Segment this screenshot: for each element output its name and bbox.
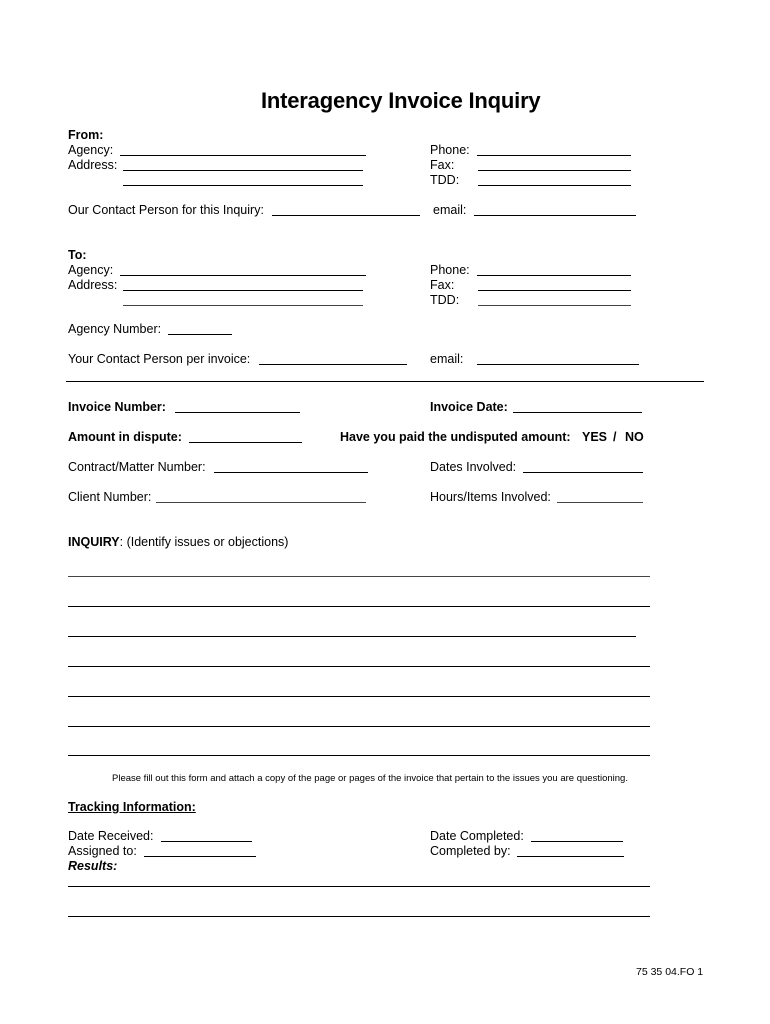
invoice-date-field[interactable] — [513, 412, 642, 413]
date-received-field[interactable] — [161, 841, 252, 842]
from-contact-label: Our Contact Person for this Inquiry: — [68, 203, 264, 217]
to-email-label: email: — [430, 352, 464, 366]
invoice-number-field[interactable] — [175, 412, 300, 413]
from-phone-label: Phone: — [430, 143, 470, 157]
inquiry-line-7[interactable] — [68, 755, 650, 756]
from-address-label: Address: — [68, 158, 118, 172]
to-contact-field[interactable] — [259, 364, 407, 365]
inquiry-line-1[interactable] — [68, 576, 650, 577]
to-phone-label: Phone: — [430, 263, 470, 277]
to-address-field-2[interactable] — [123, 305, 363, 306]
inquiry-line-4[interactable] — [68, 666, 650, 667]
inquiry-line-2[interactable] — [68, 606, 650, 607]
to-tdd-label: TDD: — [430, 293, 460, 307]
amount-dispute-label: Amount in dispute: — [68, 430, 182, 444]
form-number: 75 35 04.FO 1 — [636, 966, 704, 978]
from-address-field-2[interactable] — [123, 185, 363, 186]
to-agency-field[interactable] — [120, 275, 366, 276]
client-number-field[interactable] — [156, 502, 366, 503]
inquiry-line-6[interactable] — [68, 726, 650, 727]
from-contact-field[interactable] — [272, 215, 420, 216]
from-address-field-1[interactable] — [123, 170, 363, 171]
dates-involved-field[interactable] — [523, 472, 643, 473]
from-tdd-field[interactable] — [478, 185, 631, 186]
inquiry-label-strong: INQUIRY — [68, 535, 120, 549]
completed-by-label: Completed by: — [430, 844, 511, 858]
invoice-date-label: Invoice Date: — [430, 400, 508, 414]
client-number-label: Client Number: — [68, 490, 152, 504]
amount-dispute-field[interactable] — [189, 442, 302, 443]
results-line-2[interactable] — [68, 916, 650, 917]
invoice-number-label: Invoice Number: — [68, 400, 166, 414]
results-line-1[interactable] — [68, 886, 650, 887]
results-label: Results: — [68, 859, 118, 873]
assigned-to-label: Assigned to: — [68, 844, 137, 858]
inquiry-line-3[interactable] — [68, 636, 636, 637]
paid-no-option[interactable]: NO — [625, 430, 644, 444]
contract-number-label: Contract/Matter Number: — [68, 460, 206, 474]
tracking-heading: Tracking Information: — [68, 800, 196, 814]
section-divider — [66, 381, 704, 382]
hours-involved-field[interactable] — [557, 502, 643, 503]
hours-involved-label: Hours/Items Involved: — [430, 490, 551, 504]
inquiry-hint: : (Identify issues or objections) — [119, 535, 289, 549]
instruction-text: Please fill out this form and attach a copy of the page or pages of the invoice that pertain to the issues you are questioning. — [112, 773, 628, 784]
to-address-label: Address: — [68, 278, 118, 292]
to-fax-label: Fax: — [430, 278, 455, 292]
from-agency-field[interactable] — [120, 155, 366, 156]
from-fax-field[interactable] — [478, 170, 631, 171]
agency-number-label: Agency Number: — [68, 322, 162, 336]
date-completed-field[interactable] — [531, 841, 623, 842]
dates-involved-label: Dates Involved: — [430, 460, 517, 474]
to-tdd-field[interactable] — [478, 305, 631, 306]
agency-number-field[interactable] — [168, 334, 232, 335]
from-phone-field[interactable] — [477, 155, 631, 156]
to-phone-field[interactable] — [477, 275, 631, 276]
to-contact-label: Your Contact Person per invoice: — [68, 352, 251, 366]
from-fax-label: Fax: — [430, 158, 455, 172]
from-email-field[interactable] — [474, 215, 636, 216]
date-received-label: Date Received: — [68, 829, 154, 843]
date-completed-label: Date Completed: — [430, 829, 524, 843]
to-agency-label: Agency: — [68, 263, 114, 277]
inquiry-line-5[interactable] — [68, 696, 650, 697]
form-title: Interagency Invoice Inquiry — [261, 88, 541, 113]
to-fax-field[interactable] — [478, 290, 631, 291]
to-address-field-1[interactable] — [123, 290, 363, 291]
completed-by-field[interactable] — [517, 856, 624, 857]
paid-question: Have you paid the undisputed amount: — [340, 430, 571, 444]
to-heading: To: — [68, 248, 87, 262]
paid-yes-option[interactable]: YES — [582, 430, 608, 444]
from-email-label: email: — [433, 203, 467, 217]
contract-number-field[interactable] — [214, 472, 368, 473]
from-heading: From: — [68, 128, 104, 142]
from-tdd-label: TDD: — [430, 173, 460, 187]
assigned-to-field[interactable] — [144, 856, 256, 857]
inquiry-label — [68, 535, 288, 550]
to-email-field[interactable] — [477, 364, 639, 365]
paid-option-separator: / — [613, 430, 617, 444]
from-agency-label: Agency: — [68, 143, 114, 157]
